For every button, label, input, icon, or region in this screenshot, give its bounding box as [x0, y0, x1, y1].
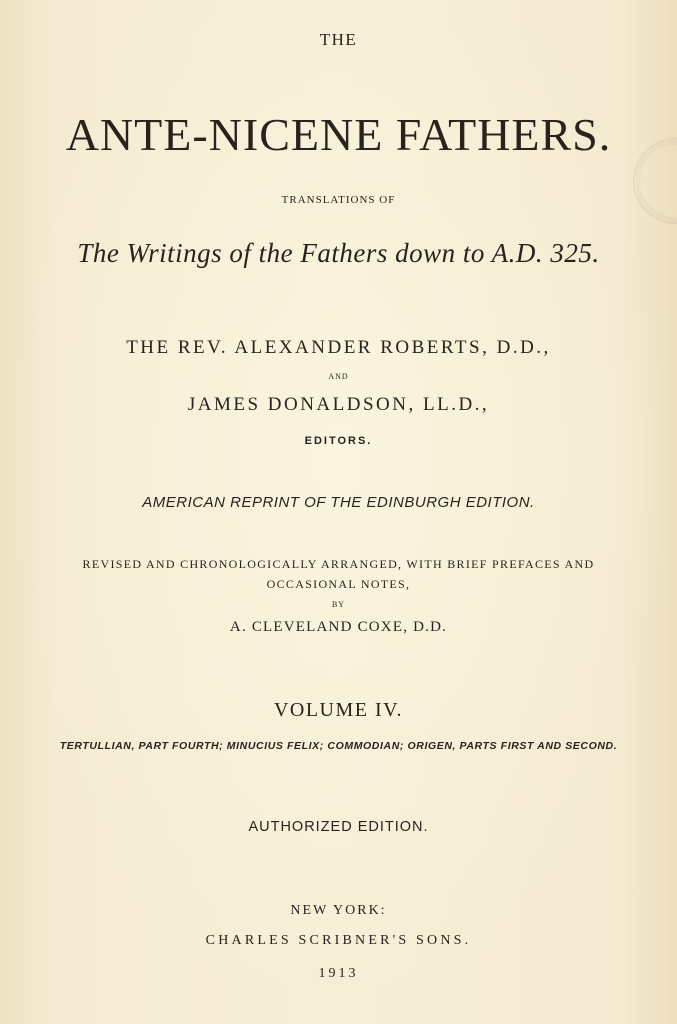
- publication-year: 1913: [318, 966, 359, 981]
- publisher-name: CHARLES SCRIBNER'S SONS.: [205, 933, 472, 948]
- reprint-statement: AMERICAN REPRINT OF THE EDINBURGH EDITION.: [142, 494, 535, 511]
- revision-statement-line-1: REVISED AND CHRONOLOGICALLY ARRANGED, WITH BRIEF PREFACES AND: [82, 557, 595, 571]
- edition-label: AUTHORIZED EDITION.: [248, 819, 429, 835]
- revision-statement-line-2: OCCASIONAL NOTES,: [266, 577, 411, 591]
- and-label: AND: [328, 372, 349, 381]
- editor-donaldson: JAMES DONALDSON, LL.D.,: [187, 394, 490, 415]
- translations-of-label: TRANSLATIONS OF: [281, 194, 396, 206]
- by-label: BY: [331, 600, 346, 609]
- main-title: ANTE-NICENE FATHERS.: [65, 109, 612, 160]
- subtitle: The Writings of the Fathers down to A.D. 325.: [77, 238, 600, 268]
- volume-number: VOLUME IV.: [273, 699, 404, 721]
- title-article: THE: [319, 30, 358, 49]
- volume-contents: TERTULLIAN, PART FOURTH; MINUCIUS FELIX; COMMODIAN; ORIGEN, PARTS FIRST AND SECOND.: [59, 740, 618, 752]
- publication-place: NEW YORK:: [290, 903, 387, 918]
- editors-label: EDITORS.: [304, 435, 373, 447]
- reviser-name: A. CLEVELAND COXE, D.D.: [229, 619, 448, 635]
- editor-roberts: THE REV. ALEXANDER ROBERTS, D.D.,: [126, 337, 551, 358]
